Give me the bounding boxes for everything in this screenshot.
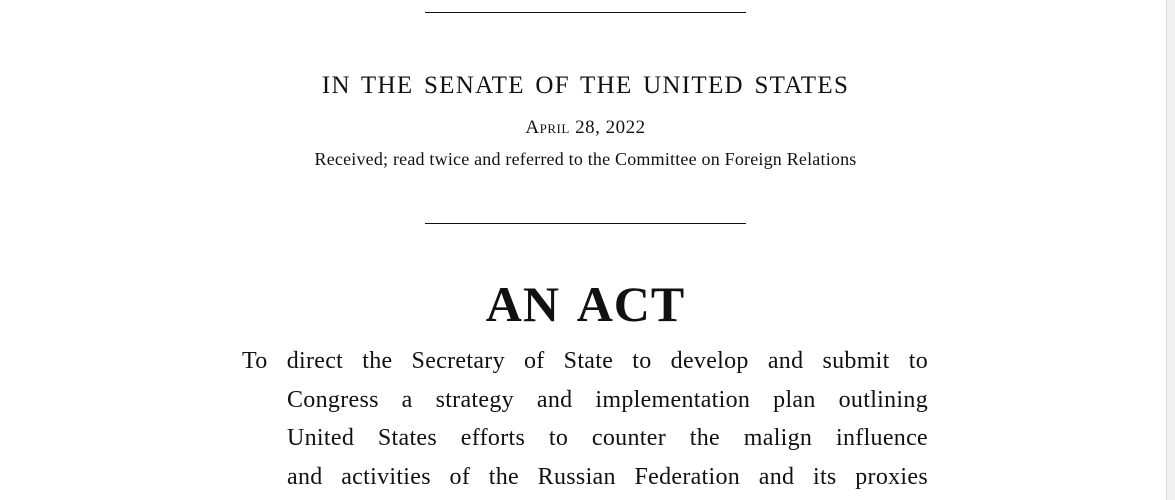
- referral-note: Received; read twice and referred to the Committee on Foreign Relations: [314, 149, 857, 169]
- purpose-line: United States efforts to counter the malign influence: [287, 425, 928, 451]
- section-rule: [425, 223, 746, 224]
- action-date: April 28, 2022: [525, 117, 646, 138]
- top-rule: [425, 12, 746, 13]
- act-title: AN ACT: [485, 276, 686, 332]
- purpose-line: Congress a strategy and implementation plan outlining: [287, 386, 928, 413]
- purpose-line: and activities of the Russian Federation and its proxies: [287, 463, 928, 490]
- purpose-line: To direct the Secretary of State to develop and submit to: [242, 348, 928, 374]
- act-purpose: [242, 342, 928, 496]
- scrollbar-track[interactable]: [1166, 0, 1175, 500]
- chamber-heading: IN THE SENATE OF THE UNITED STATES: [321, 72, 850, 99]
